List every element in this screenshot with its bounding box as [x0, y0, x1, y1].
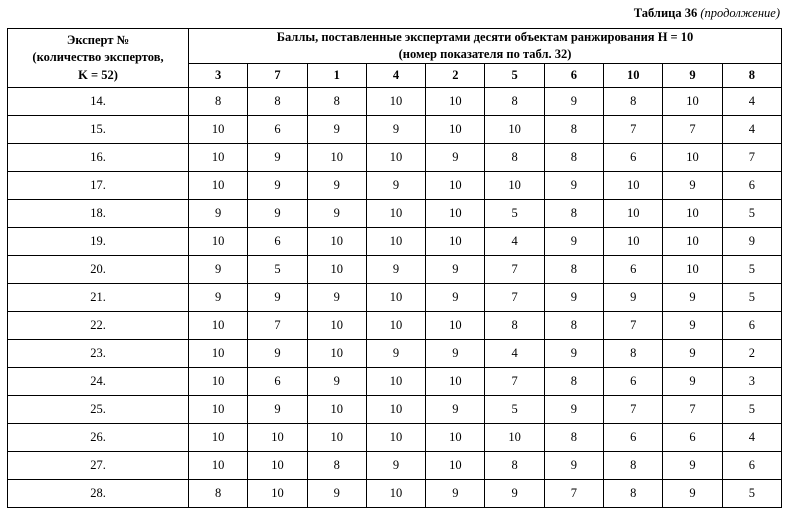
score-cell: 10 — [189, 143, 248, 171]
expert-id-cell: 25. — [8, 395, 189, 423]
score-cell: 6 — [604, 423, 663, 451]
expert-id-cell: 16. — [8, 143, 189, 171]
expert-id-cell: 22. — [8, 311, 189, 339]
score-cell: 9 — [544, 339, 603, 367]
table-row — [8, 423, 782, 451]
table-body — [8, 87, 782, 507]
column-header-9: 8 — [722, 63, 781, 87]
score-cell: 9 — [189, 255, 248, 283]
score-cell: 7 — [604, 115, 663, 143]
score-cell: 9 — [485, 479, 544, 507]
score-cell: 7 — [663, 395, 722, 423]
score-cell: 10 — [307, 423, 366, 451]
score-cell: 8 — [307, 451, 366, 479]
score-cell: 7 — [544, 479, 603, 507]
score-cell: 8 — [544, 423, 603, 451]
score-cell: 10 — [426, 87, 485, 115]
expert-id-cell: 19. — [8, 227, 189, 255]
score-cell: 10 — [366, 367, 425, 395]
score-cell: 9 — [307, 115, 366, 143]
score-cell: 6 — [604, 255, 663, 283]
score-cell: 9 — [663, 367, 722, 395]
score-cell: 9 — [307, 367, 366, 395]
score-cell: 10 — [366, 227, 425, 255]
score-cell: 7 — [663, 115, 722, 143]
expert-id-cell: 23. — [8, 339, 189, 367]
score-cell: 10 — [307, 339, 366, 367]
score-cell: 9 — [307, 171, 366, 199]
score-cell: 10 — [366, 423, 425, 451]
score-cell: 5 — [722, 479, 781, 507]
score-cell: 10 — [189, 311, 248, 339]
score-cell: 8 — [544, 255, 603, 283]
score-cell: 8 — [485, 87, 544, 115]
score-cell: 9 — [307, 479, 366, 507]
score-cell: 10 — [485, 171, 544, 199]
score-cell: 10 — [366, 87, 425, 115]
column-header-1: 7 — [248, 63, 307, 87]
score-cell: 8 — [485, 311, 544, 339]
scores-group-header — [189, 29, 782, 64]
table-row — [8, 255, 782, 283]
score-cell: 7 — [604, 311, 663, 339]
table-row — [8, 283, 782, 311]
score-cell: 5 — [485, 395, 544, 423]
table-row — [8, 199, 782, 227]
score-cell: 10 — [189, 115, 248, 143]
score-cell: 10 — [604, 171, 663, 199]
score-cell: 8 — [604, 339, 663, 367]
score-cell: 8 — [544, 367, 603, 395]
table-row — [8, 451, 782, 479]
expert-id-cell: 18. — [8, 199, 189, 227]
score-cell: 9 — [248, 339, 307, 367]
score-cell: 10 — [426, 423, 485, 451]
score-cell: 9 — [366, 171, 425, 199]
score-cell: 10 — [366, 479, 425, 507]
score-cell: 9 — [248, 143, 307, 171]
scores-header-line-1: Баллы, поставленные экспертами десяти объектам ранжирования H = 10 — [276, 30, 694, 44]
score-cell: 9 — [248, 283, 307, 311]
score-cell: 9 — [604, 283, 663, 311]
score-cell: 9 — [544, 87, 603, 115]
score-cell: 5 — [722, 255, 781, 283]
score-cell: 9 — [544, 283, 603, 311]
table-caption-main: Таблица 36 — [633, 6, 698, 20]
score-cell: 9 — [663, 283, 722, 311]
score-cell: 9 — [248, 171, 307, 199]
score-cell: 2 — [722, 339, 781, 367]
score-cell: 9 — [663, 339, 722, 367]
column-header-5: 5 — [485, 63, 544, 87]
score-cell: 10 — [426, 451, 485, 479]
score-cell: 10 — [366, 395, 425, 423]
score-cell: 7 — [604, 395, 663, 423]
score-cell: 9 — [426, 255, 485, 283]
expert-id-cell: 28. — [8, 479, 189, 507]
score-cell: 10 — [604, 199, 663, 227]
score-cell: 10 — [307, 255, 366, 283]
score-cell: 10 — [307, 227, 366, 255]
score-cell: 10 — [426, 199, 485, 227]
score-cell: 5 — [485, 199, 544, 227]
score-cell: 9 — [366, 451, 425, 479]
score-cell: 10 — [189, 451, 248, 479]
score-cell: 5 — [248, 255, 307, 283]
score-cell: 9 — [366, 255, 425, 283]
table-row — [8, 311, 782, 339]
score-cell: 9 — [663, 451, 722, 479]
score-cell: 8 — [604, 451, 663, 479]
expert-id-cell: 27. — [8, 451, 189, 479]
table-row — [8, 395, 782, 423]
expert-header-line-3: K = 52) — [78, 67, 118, 82]
score-cell: 10 — [663, 87, 722, 115]
score-cell: 10 — [663, 143, 722, 171]
expert-column-header — [8, 29, 189, 88]
table-row — [8, 367, 782, 395]
column-header-0: 3 — [189, 63, 248, 87]
score-cell: 6 — [663, 423, 722, 451]
score-cell: 10 — [189, 423, 248, 451]
table-row — [8, 227, 782, 255]
score-cell: 4 — [722, 115, 781, 143]
table-header — [8, 29, 782, 88]
score-cell: 6 — [604, 367, 663, 395]
score-cell: 6 — [248, 367, 307, 395]
expert-id-cell: 17. — [8, 171, 189, 199]
score-cell: 7 — [485, 283, 544, 311]
column-header-2: 1 — [307, 63, 366, 87]
score-cell: 10 — [366, 143, 425, 171]
expert-id-cell: 15. — [8, 115, 189, 143]
score-cell: 8 — [485, 451, 544, 479]
score-cell: 6 — [604, 143, 663, 171]
expert-id-cell: 14. — [8, 87, 189, 115]
score-cell: 4 — [722, 423, 781, 451]
table-row — [8, 171, 782, 199]
score-cell: 10 — [189, 339, 248, 367]
score-cell: 10 — [426, 311, 485, 339]
score-cell: 8 — [189, 87, 248, 115]
score-cell: 8 — [189, 479, 248, 507]
score-cell: 10 — [426, 171, 485, 199]
score-cell: 10 — [248, 423, 307, 451]
score-cell: 10 — [189, 171, 248, 199]
table-caption-sub: (продолжение) — [700, 6, 780, 20]
score-cell: 9 — [544, 395, 603, 423]
score-cell: 6 — [248, 115, 307, 143]
score-cell: 10 — [663, 255, 722, 283]
score-cell: 9 — [248, 199, 307, 227]
score-cell: 5 — [722, 283, 781, 311]
score-cell: 9 — [663, 479, 722, 507]
score-cell: 4 — [485, 339, 544, 367]
expert-id-cell: 26. — [8, 423, 189, 451]
score-cell: 6 — [722, 311, 781, 339]
expert-id-cell: 24. — [8, 367, 189, 395]
score-cell: 8 — [544, 143, 603, 171]
score-cell: 9 — [544, 227, 603, 255]
score-cell: 9 — [544, 451, 603, 479]
score-cell: 9 — [663, 311, 722, 339]
expert-id-cell: 21. — [8, 283, 189, 311]
score-cell: 6 — [722, 451, 781, 479]
score-cell: 8 — [248, 87, 307, 115]
table-row — [8, 143, 782, 171]
score-cell: 9 — [307, 283, 366, 311]
score-cell: 10 — [189, 395, 248, 423]
score-cell: 10 — [663, 199, 722, 227]
score-cell: 10 — [366, 311, 425, 339]
score-cell: 9 — [426, 283, 485, 311]
score-cell: 10 — [426, 115, 485, 143]
score-cell: 9 — [426, 143, 485, 171]
score-cell: 10 — [366, 283, 425, 311]
score-cell: 10 — [248, 451, 307, 479]
score-cell: 10 — [189, 227, 248, 255]
score-cell: 7 — [722, 143, 781, 171]
data-table-container — [7, 28, 782, 508]
table-row — [8, 87, 782, 115]
score-cell: 10 — [307, 311, 366, 339]
score-cell: 9 — [544, 171, 603, 199]
score-cell: 9 — [307, 199, 366, 227]
expert-id-cell: 20. — [8, 255, 189, 283]
score-cell: 10 — [485, 115, 544, 143]
score-cell: 8 — [544, 115, 603, 143]
table-row — [8, 339, 782, 367]
score-cell: 9 — [366, 339, 425, 367]
score-cell: 10 — [663, 227, 722, 255]
table-row — [8, 479, 782, 507]
scores-header-line-2: (номер показателя по табл. 32) — [398, 46, 572, 61]
score-cell: 5 — [722, 199, 781, 227]
score-cell: 10 — [307, 143, 366, 171]
score-cell: 4 — [722, 87, 781, 115]
column-header-6: 6 — [544, 63, 603, 87]
score-cell: 10 — [366, 199, 425, 227]
score-cell: 8 — [307, 87, 366, 115]
score-cell: 9 — [248, 395, 307, 423]
score-cell: 6 — [722, 171, 781, 199]
expert-header-line-2: (количество экспертов, — [32, 50, 164, 65]
score-cell: 3 — [722, 367, 781, 395]
column-header-7: 10 — [604, 63, 663, 87]
expert-scores-table — [7, 28, 782, 508]
column-header-4: 2 — [426, 63, 485, 87]
score-cell: 9 — [722, 227, 781, 255]
score-cell: 8 — [604, 87, 663, 115]
score-cell: 9 — [189, 199, 248, 227]
score-cell: 4 — [485, 227, 544, 255]
score-cell: 9 — [426, 479, 485, 507]
score-cell: 10 — [485, 423, 544, 451]
score-cell: 8 — [604, 479, 663, 507]
score-cell: 9 — [663, 171, 722, 199]
score-cell: 9 — [426, 339, 485, 367]
table-row — [8, 115, 782, 143]
score-cell: 10 — [426, 367, 485, 395]
score-cell: 5 — [722, 395, 781, 423]
score-cell: 6 — [248, 227, 307, 255]
score-cell: 8 — [544, 199, 603, 227]
column-header-3: 4 — [366, 63, 425, 87]
expert-header-line-1: Эксперт № — [66, 33, 130, 47]
score-cell: 8 — [544, 311, 603, 339]
table-caption — [634, 6, 780, 21]
score-cell: 7 — [485, 255, 544, 283]
score-cell: 9 — [189, 283, 248, 311]
score-cell: 7 — [248, 311, 307, 339]
column-header-8: 9 — [663, 63, 722, 87]
score-cell: 10 — [307, 395, 366, 423]
score-cell: 7 — [485, 367, 544, 395]
header-row-top — [8, 29, 782, 64]
score-cell: 10 — [248, 479, 307, 507]
score-cell: 8 — [485, 143, 544, 171]
score-cell: 10 — [189, 367, 248, 395]
score-cell: 10 — [426, 227, 485, 255]
score-cell: 10 — [604, 227, 663, 255]
score-cell: 9 — [426, 395, 485, 423]
score-cell: 9 — [366, 115, 425, 143]
